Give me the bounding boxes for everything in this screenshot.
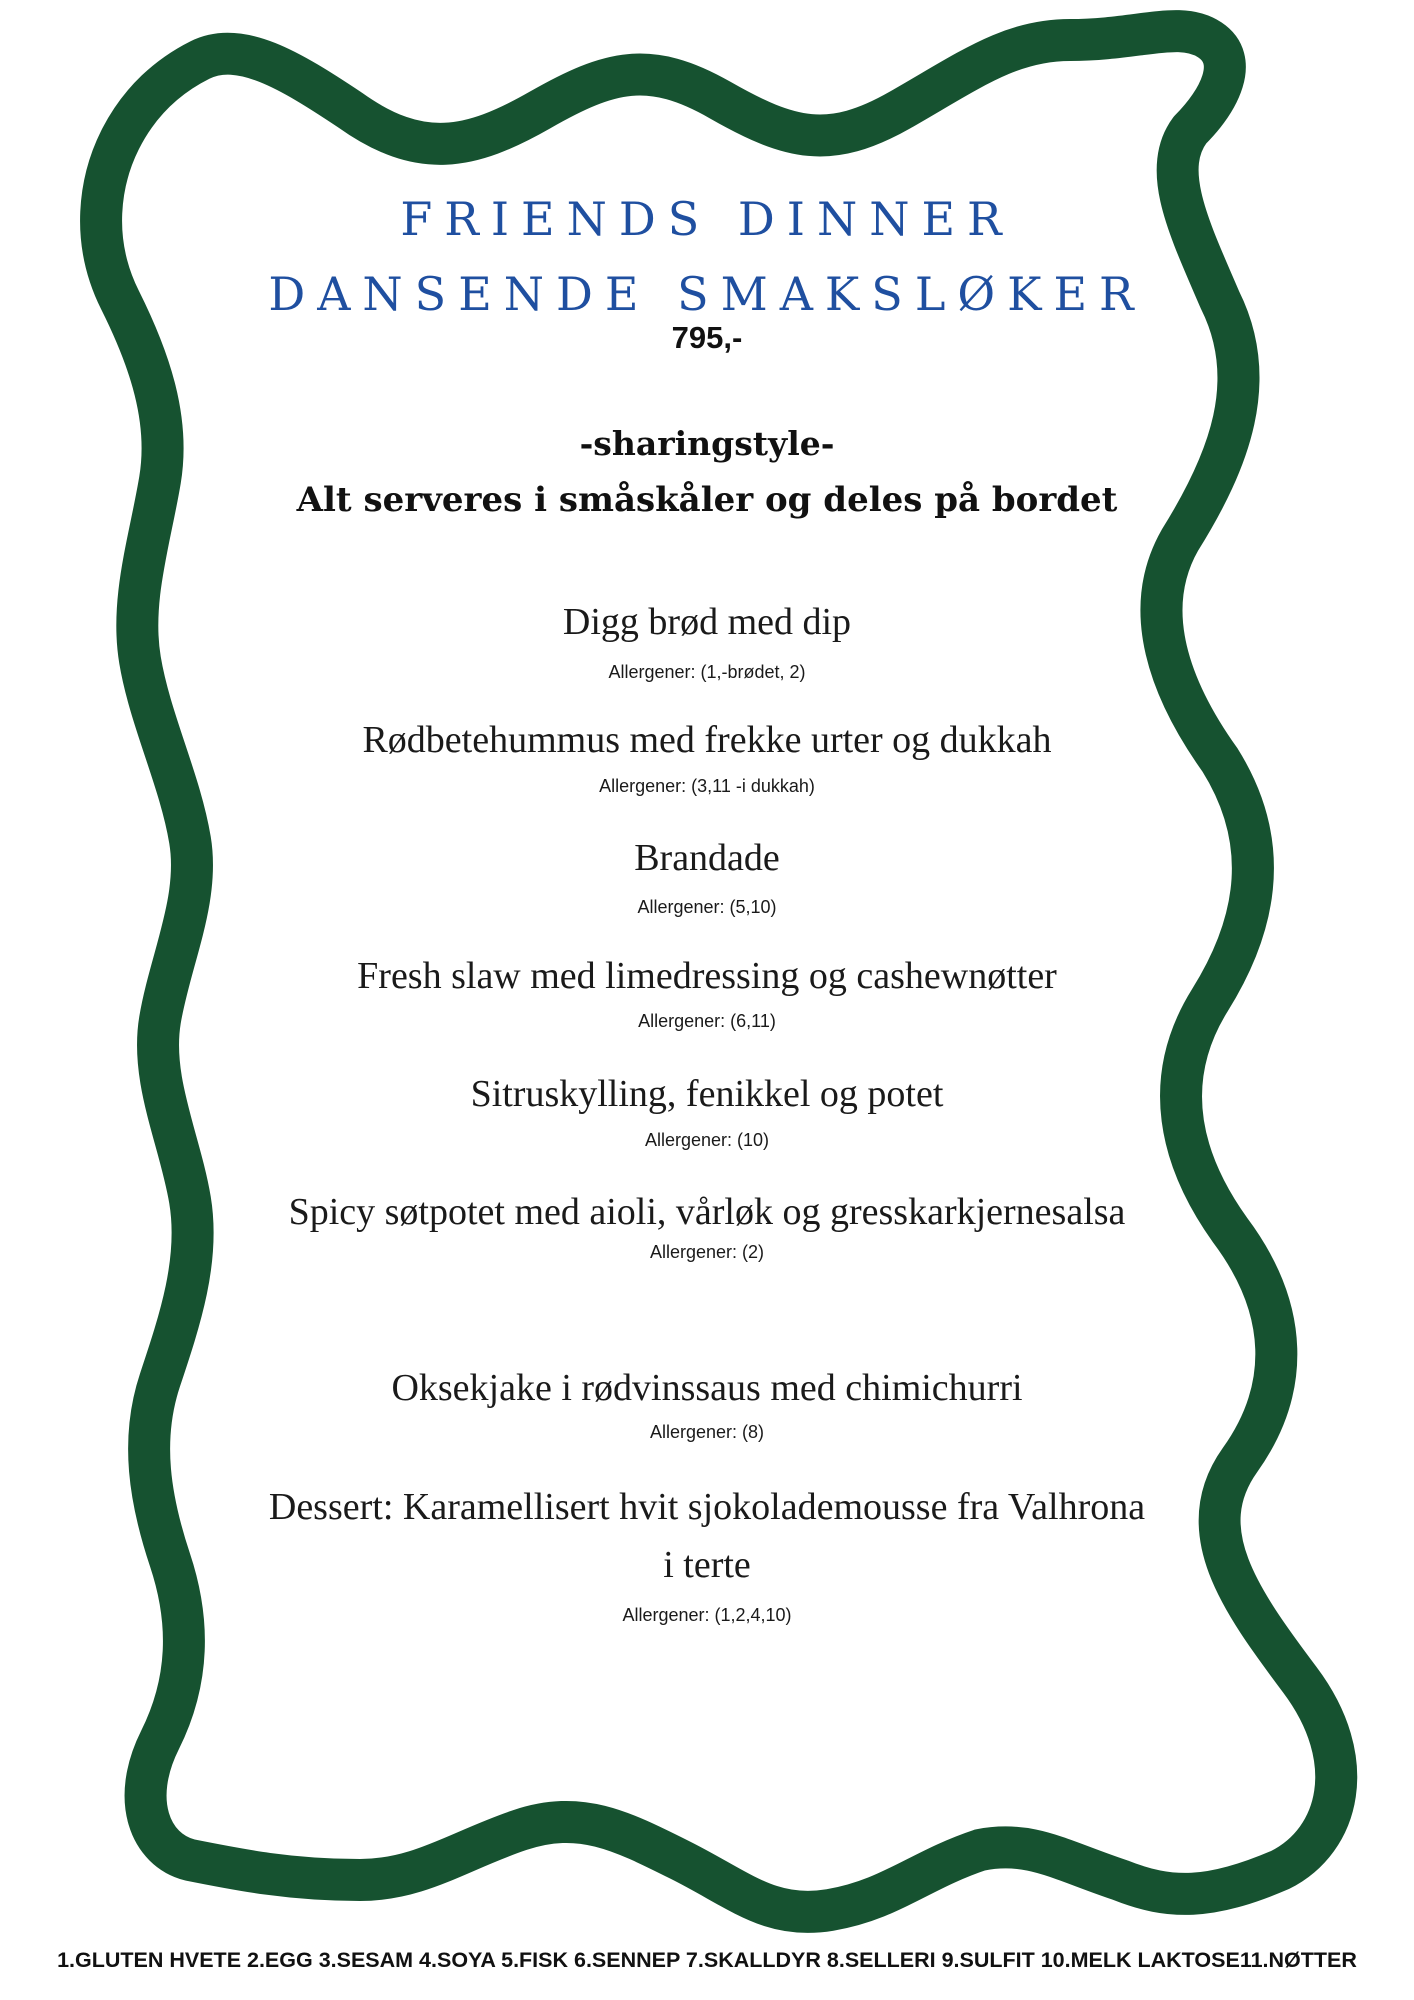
dessert-allergens: Allergener: (1,2,4,10) [622, 1605, 792, 1625]
dish-name: Rødbetehummus med frekke urter og dukkah [362, 719, 1052, 761]
dish-name: Digg brød med dip [562, 601, 852, 643]
dish-allergens: Allergener: (10) [644, 1130, 770, 1150]
dish-allergens: Allergener: (1,-brødet, 2) [608, 662, 806, 682]
dish-allergens: Allergener: (2) [649, 1242, 765, 1262]
serving-note: Alt serveres i småskåler og deles på bordet [296, 480, 1118, 520]
dish-allergens: Allergener: (3,11 -i dukkah) [599, 776, 815, 796]
dish-name: Sitruskylling, fenikkel og potet [470, 1073, 944, 1115]
dish-name: Oksekjake i rødvinssaus med chimichurri [391, 1367, 1023, 1409]
dish-name: Spicy søtpotet med aioli, vårløk og gresskarkjernesalsa [288, 1191, 1126, 1233]
dessert-name-continued: i terte [663, 1544, 751, 1586]
style-note: -sharingstyle- [579, 424, 835, 463]
menu-subtitle: DANSENDE SMAKSLØKER [268, 267, 1146, 321]
dish-allergens: Allergener: (5,10) [637, 897, 777, 917]
dish-name: Fresh slaw med limedressing og cashewnøtter [357, 955, 1057, 997]
dessert-name: Dessert: Karamellisert hvit sjokolademousse fra Valhrona [268, 1486, 1146, 1528]
dish-name: Brandade [634, 837, 780, 879]
allergen-legend: 1.GLUTEN HVETE 2.EGG 3.SESAM 4.SOYA 5.FISK 6.SENNEP 7.SKALLDYR 8.SELLERI 9.SULFIT 10.MELK LAKTOSE11.NØTTER [57, 1948, 1357, 1972]
menu-price: 795,- [671, 320, 743, 355]
dish-allergens: Allergener: (8) [649, 1422, 765, 1442]
dish-allergens: Allergener: (6,11) [638, 1011, 776, 1031]
menu-title: FRIENDS DINNER [400, 192, 1014, 246]
